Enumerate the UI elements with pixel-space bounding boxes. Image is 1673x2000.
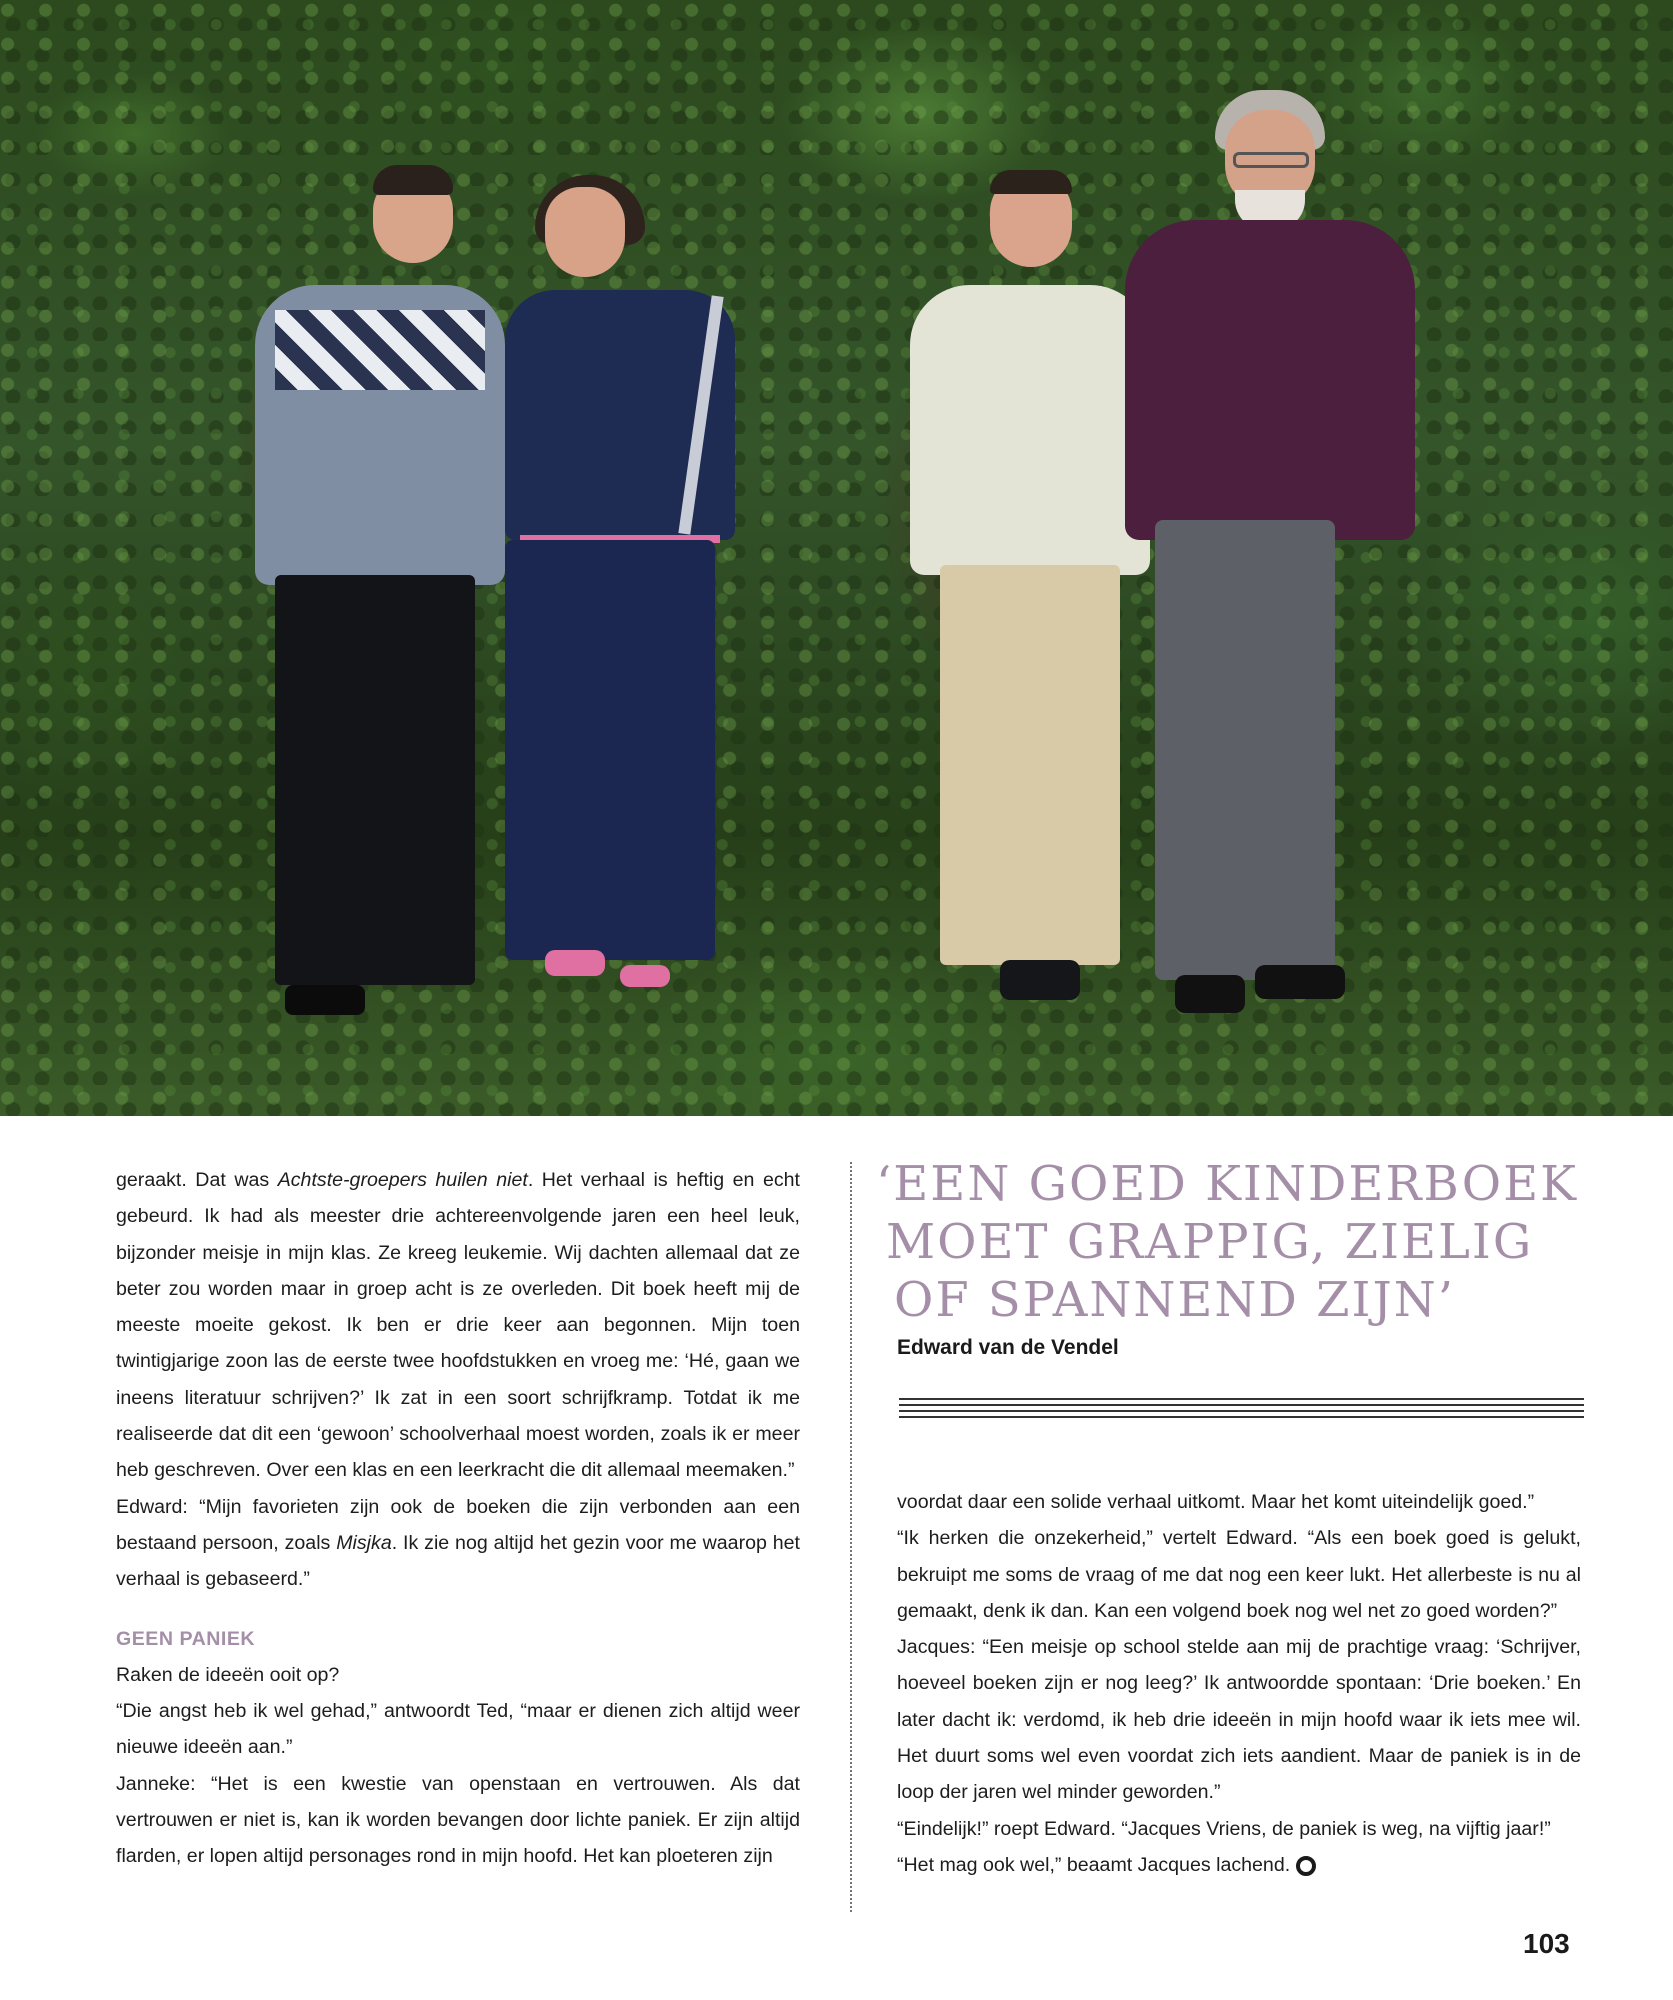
person-2: [490, 175, 750, 1025]
pull-quote-line: OF SPANNEND ZIJN’: [894, 1272, 1455, 1328]
person-1: [255, 165, 515, 1045]
book-title: Misjka: [336, 1531, 392, 1554]
page-number: 103: [1523, 1928, 1570, 1959]
paragraph: Raken de ideeën ooit op?: [116, 1663, 340, 1686]
paragraph: voordat daar een solide verhaal uitkomt. Maar het komt uiteindelijk goed.”: [897, 1491, 1535, 1513]
pull-quote-author: Edward van de Vendel: [897, 1336, 1119, 1359]
paragraph: “Het mag ook wel,” beaamt Jacques lachend.: [897, 1847, 1581, 1883]
paragraph: Janneke: “Het is een kwestie van openstaan en vertrouwen. Als dat vertrouwen er niet is, kan ik worden bevangen door lichte paniek. Er zijn altijd flarden, er lopen altijd personages rond in mijn hoofd. Het kan ploeteren zijn: [116, 1772, 800, 1868]
paragraph: Edward: “Mijn favorieten zijn ook de boeken die zijn verbonden aan een bestaand persoon, zoals Misjka. Ik zie nog altijd het gezin voor me waarop het verhaal is gebaseerd.”: [116, 1495, 800, 1591]
decorative-rules: [899, 1398, 1584, 1422]
paragraph: “Die angst heb ik wel gehad,” antwoordt Ted, “maar er dienen zich altijd weer nieuwe ideeën aan.”: [116, 1700, 800, 1759]
article-column-right: [897, 1484, 1581, 1883]
person-3: [910, 170, 1160, 1050]
pull-quote: [876, 1155, 1606, 1329]
section-heading: GEEN PANIEK: [116, 1627, 256, 1650]
paragraph: “Eindelijk!” roept Edward. “Jacques Vriens, de paniek is weg, na vijftig jaar!”: [897, 1817, 1551, 1840]
paragraph: geraakt. Dat was Achtste-groepers huilen niet. Het verhaal is heftig en echt gebeurd. Ik had als meester drie achtereenvolgende jaren een heel leuk, bijzonder meisje in mijn klas. Ze kreeg leukemie. Wij dachten allemaal dat ze beter zou worden maar in groep acht is ze overleden. Dit boek heeft mij de meeste moeite gekost. Ik ben er drie keer aan begonnen. Mijn toen twintigjarige zoon las de eerste twee hoofdstukken en vroeg me: ‘Hé, gaan we ineens literatuur schrijven?’ Ik zat in een soort schrijfkramp. Totdat ik me realiseerde dat dit een ‘gewoon’ schoolverhaal moest worden, zoals ik er meer heb geschreven. Over een klas en een leerkracht die dit allemaal meemaken.”: [116, 1169, 801, 1482]
column-divider: [850, 1162, 852, 1912]
article-column-left: [116, 1162, 800, 1875]
pull-quote-line: MOET GRAPPIG, ZIELIG: [886, 1214, 1534, 1270]
paragraph: “Ik herken die onzekerheid,” vertelt Edward. “Als een boek goed is gelukt, bekruipt me soms de vraag of me dat nog een keer lukt. Het allerbeste is nu al gemaakt, denk ik dan. Kan een volgend boek nog wel net zo goed worden?”: [897, 1527, 1581, 1622]
book-title: Achtste-groepers huilen niet: [277, 1169, 528, 1191]
pull-quote-line: ‘EEN GOED KINDERBOEK: [876, 1156, 1578, 1212]
paragraph: Jacques: “Een meisje op school stelde aan mij de prachtige vraag: ‘Schrijver, hoeveel boeken zijn er nog leeg?’ Ik antwoordde spontaan: ‘Drie boeken.’ En later dacht ik: verdomd, ik heb drie ideeën in mijn hoofd waar ik iets mee wil. Het duurt soms wel even voordat zich iets aandient. Maar de paniek is in de loop der jaren wel minder geworden.”: [897, 1636, 1581, 1804]
person-4: [1125, 90, 1425, 1060]
end-of-article-icon: [1296, 1856, 1316, 1876]
